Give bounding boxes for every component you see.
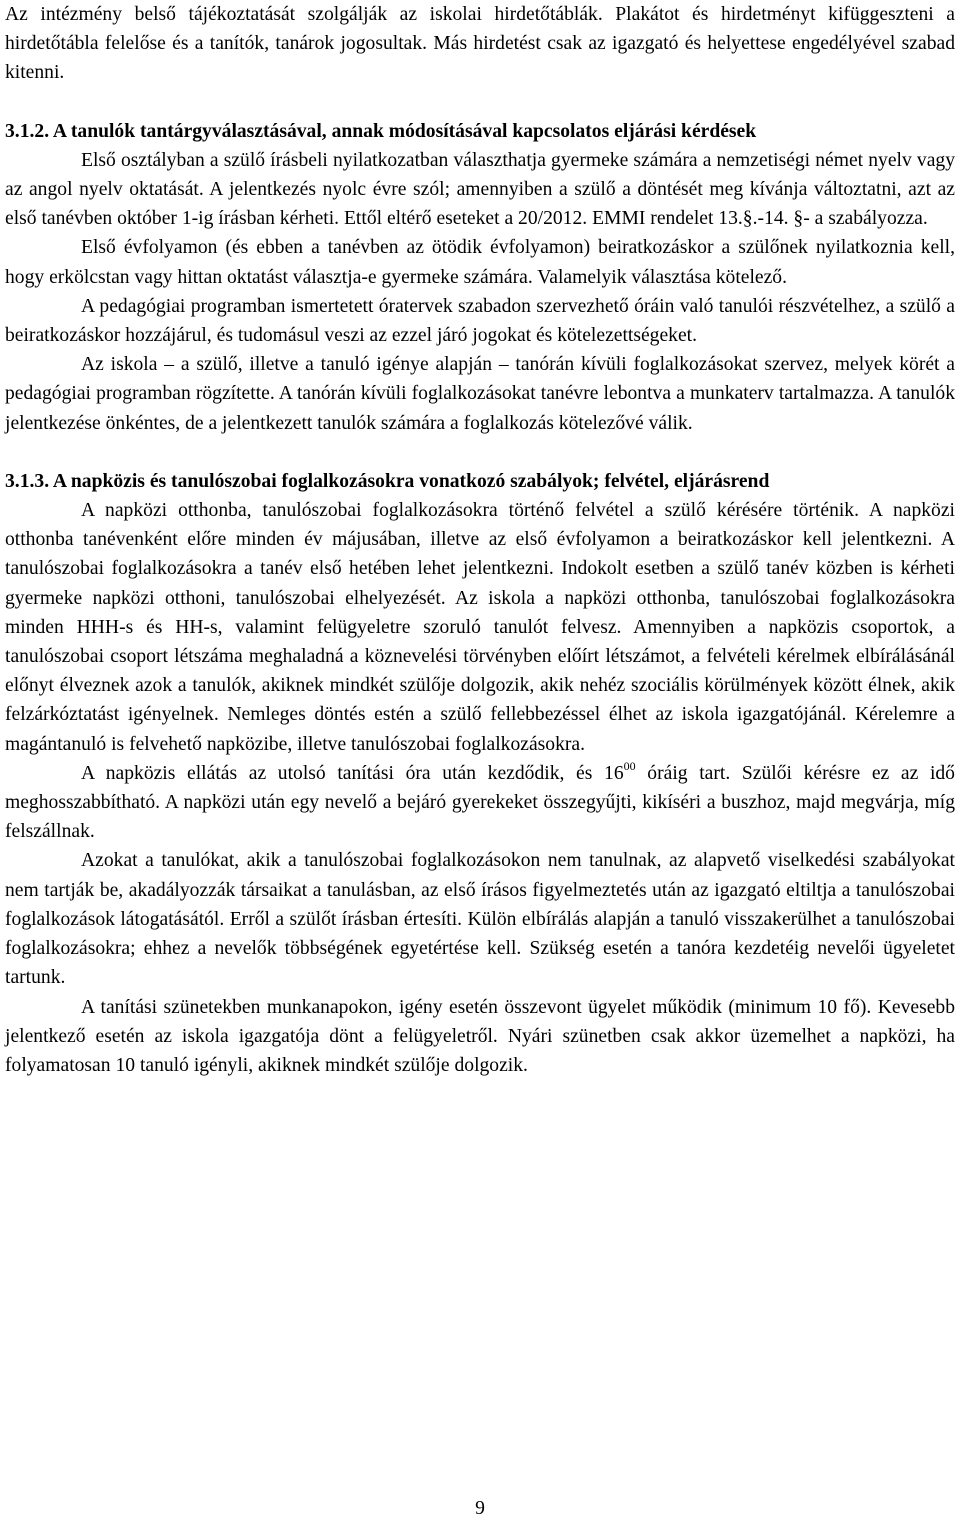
section-heading-3-1-3: 3.1.3. A napközis és tanulószobai foglalkozásokra vonatkozó szabályok; felvétel, eljárásrend [5,470,770,492]
section-heading-3-1-2: 3.1.2. A tanulók tantárgyválasztásával, annak módosításával kapcsolatos eljárási kérdések [5,120,757,142]
paragraph-language-choice: Első osztályban a szülő írásbeli nyilatkozatban választhatja gyermeke számára a nemzetiségi német nyelv vagy az angol nyelv oktatását. A jelentkezés nyolc évre szól; amennyiben a szülő a döntését meg kívánja változtatni, azt az első tanévben október 1-ig írásban kérheti. Ettől eltérő eseteket a 20/2012. EMMI rendelet 13.§.-14. §- a szabályozza. [5,149,955,230]
paragraph-holiday-supervision: A tanítási szünetekben munkanapokon, igény esetén összevont ügyelet működik (minimum 10 fő). Kevesebb jelentkező esetén az iskola igazgatója dönt a felügyeletről. Nyári szünetben csak akkor üzemelhet a napközi, ha folyamatosan 10 tanuló igényli, akiknek mindkét szülője dolgozik. [5,996,955,1076]
daycare-hours-superscript: 00 [623,758,636,773]
paragraph-extracurricular: Az iskola – a szülő, illetve a tanuló igénye alapján – tanórán kívüli foglalkozásokat szervez, melyek körét a pedagógiai programban rögzítette. A tanórán kívüli foglalkozásokat tanévre lebontva a munkaterv tartalmazza. A tanulók jelentkezése önkéntes, de a jelentkezett tanulók számára a foglalkozás kötelezővé válik. [5,354,955,434]
document-page [5,0,955,1080]
paragraph-daycare-admission: A napközi otthonba, tanulószobai foglalkozásokra történő felvétel a szülő kérésére történik. A napközi otthonba tanévenként előre minden év májusában, illetve az első évfolyamon a beiratkozáskor kell jelentkezni. A tanulószobai foglalkozásokra a tanév első hetében lehet jelentkezni. Indokolt esetben a szülő tanév közben is kérheti gyermeke napközi otthoni, tanulószobai elhelyezését. Az iskola a napközi otthonba, tanulószobai foglalkozásokra minden HHH-s és HH-s, valamint felügyeletre szoruló tanulót felvesz. Amennyiben a napközis csoportok, a tanulószobai csoport létszáma meghaladná a köznevelési törvényben előírt létszámot, a felvételi kérelmek elbírálásánál előnyt élveznek azok a tanulók, akiknek mindkét szülője dolgozik, akik nehéz szociális körülmények között élnek, akik felzárkóztatást igényelnek. Nemleges döntés estén a szülő fellebbezéssel élhet az iskola igazgatójánál. Kérelemre a magántanuló is felvehető napközibe, illetve tanulószobai foglalkozásokra. [5,500,955,755]
paragraph-ethics-religion: Első évfolyamon (és ebben a tanévben az ötödik évfolyamon) beiratkozáskor a szülőnek nyilatkoznia kell, hogy erkölcstan vagy hittan oktatást választja-e gyermeke számára. Valamelyik választása kötelező. [5,237,955,288]
paragraph-study-room-rules: Azokat a tanulókat, akik a tanulószobai foglalkozásokon nem tanulnak, az alapvető viselkedési szabályokat nem tartják be, akadályozzák társaikat a tanulásban, az első írásos figyelmeztetés után az igazgató eltiltja a tanulószobai foglalkozások látogatásától. Erről a szülőt írásban értesíti. Külön elbírálás alapján a tanuló visszakerülhet a tanulószobai foglalkozásokra; ehhez a nevelők többségének egyetértése kell. Szükség esetén a tanóra kezdetéig nevelői ügyeletet tartunk. [5,850,955,989]
page-number: 9 [475,1498,485,1519]
daycare-hours-text-end: óráig tart. Szülői kérésre ez az idő meghosszabbítható. A napközi után egy nevelő a bejáró gyerekeket összegyűjti, kikíséri a buszhoz, majd megvárja, míg felszállnak. [5,762,955,843]
daycare-hours-text-start: A napközis ellátás az utolsó tanítási óra után kezdődik, és 16 [81,762,624,784]
paragraph-daycare-hours [5,759,955,847]
paragraph-elective-lessons: A pedagógiai programban ismertetett óratervek szabadon szervezhető óráin való tanulói részvételhez, a szülő a beiratkozáskor hozzájárul, és tudomásul veszi az ezzel járó jogokat és kötelezettségeket. [5,295,955,347]
paragraph-notice-boards: Az intézmény belső tájékoztatását szolgálják az iskolai hirdetőtáblák. Plakátot és hirdetményt kifüggeszteni a hirdetőtábla felelőse és a tanítók, tanárok jogosultak. Más hirdetést csak az igazgató és helyettese engedélyével szabad kitenni. [5,4,955,84]
